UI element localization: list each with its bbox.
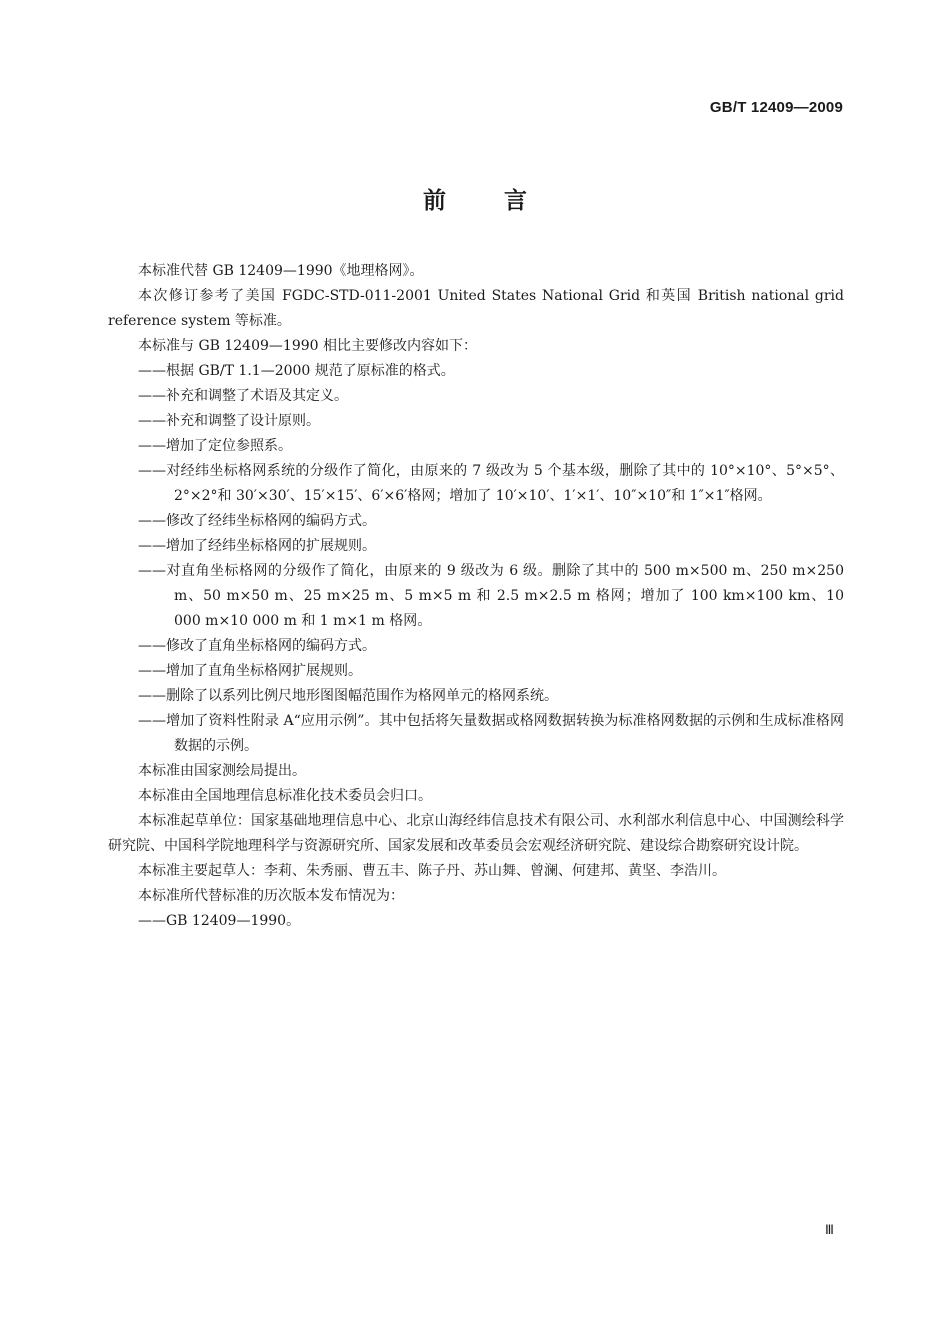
paragraph-changes-intro: 本标准与 GB 12409—1990 相比主要修改内容如下： — [138, 338, 477, 354]
foreword-body — [108, 259, 844, 934]
paragraph-history-intro: 本标准所代替标准的历次版本发布情况为： — [138, 888, 404, 904]
paragraph-proposed-by: 本标准由国家测绘局提出。 — [138, 763, 306, 779]
change-item: ——增加了直角坐标格网扩展规则。 — [138, 663, 362, 679]
change-item: ——补充和调整了术语及其定义。 — [138, 388, 348, 404]
paragraph-centralized-by: 本标准由全国地理信息标准化技术委员会归口。 — [138, 788, 432, 804]
change-item: ——增加了定位参照系。 — [138, 438, 292, 454]
change-item: ——对直角坐标格网的分级作了简化，由原来的 9 级改为 6 级。删除了其中的 500 m×500 m、250 m×250 m、50 m×50 m、25 m×25 m、5 m×5 m 和 2.5 m×2.5 m 格网；增加了 100 km×100 km、10 000 m×10 000 m 和 1 m×1 m 格网。 — [138, 563, 844, 629]
standard-number: GB/T 12409—2009 — [709, 99, 843, 116]
change-item: ——增加了经纬坐标格网的扩展规则。 — [138, 538, 376, 554]
change-item: ——增加了资料性附录 A“应用示例”。其中包括将矢量数据或格网数据转换为标准格网数据的示例和生成标准格网数据的示例。 — [138, 713, 844, 754]
change-item: ——修改了直角坐标格网的编码方式。 — [138, 638, 376, 654]
change-item: ——修改了经纬坐标格网的编码方式。 — [138, 513, 376, 529]
history-item: ——GB 12409—1990。 — [138, 913, 301, 929]
change-item: ——根据 GB/T 1.1—2000 规范了原标准的格式。 — [138, 363, 455, 379]
change-item: ——对经纬坐标格网系统的分级作了简化，由原来的 7 级改为 5 个基本级，删除了其中的 10°×10°、5°×5°、2°×2°和 30′×30′、15′×15′、6′×6′格网；增加了 10′×10′、1′×1′、10″×10″和 1″×1″格网。 — [138, 463, 844, 504]
change-item: ——删除了以系列比例尺地形图图幅范围作为格网单元的格网系统。 — [138, 688, 558, 704]
paragraph-drafting-units: 本标准起草单位：国家基础地理信息中心、北京山海经纬信息技术有限公司、水利部水利信息中心、中国测绘科学研究院、中国科学院地理科学与资源研究所、国家发展和改革委员会宏观经济研究院、建设综合勘察研究设计院。 — [108, 813, 844, 854]
page-title: 前言 — [423, 188, 585, 214]
page-number: Ⅲ — [825, 1222, 834, 1237]
paragraph-replaces: 本标准代替 GB 12409—1990《地理格网》。 — [138, 263, 424, 279]
paragraph-references: 本次修订参考了美国 FGDC-STD-011-2001 United States National Grid 和英国 British national grid reference system 等标准。 — [108, 288, 844, 329]
change-item: ——补充和调整了设计原则。 — [138, 413, 320, 429]
paragraph-drafters: 本标准主要起草人：李莉、朱秀丽、曹五丰、陈子丹、苏山舞、曾澜、何建邦、黄坚、李浩川。 — [138, 863, 726, 879]
